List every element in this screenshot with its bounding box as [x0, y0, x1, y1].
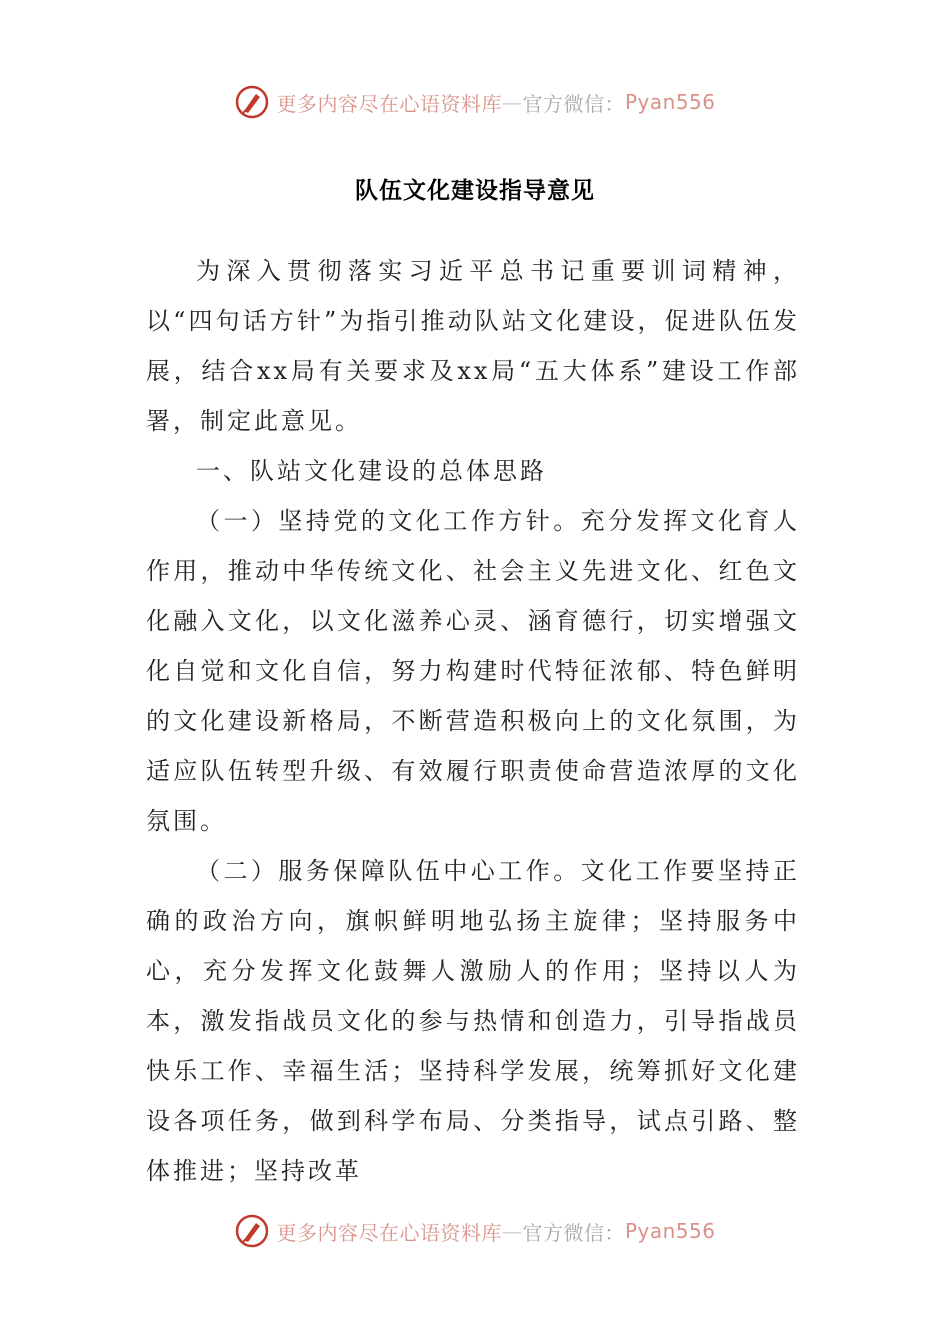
pen-nib-logo-icon: [234, 84, 270, 120]
document-title: 队伍文化建设指导意见: [355, 178, 595, 204]
watermark-separator: —: [501, 1219, 523, 1243]
watermark-wechat-label: 官方微信：: [522, 91, 625, 116]
watermark-text: 更多内容尽在心语资料库: [276, 1220, 502, 1245]
header-watermark: [0, 82, 950, 122]
watermark-separator: —: [501, 90, 523, 114]
document-body: [146, 246, 800, 1196]
pen-nib-logo-icon: [234, 1213, 270, 1249]
footer-watermark: [0, 1211, 950, 1251]
watermark-text: 更多内容尽在心语资料库: [276, 91, 502, 116]
body-paragraph: （一）坚持党的文化工作方针。充分发挥文化育人作用，推动中华传统文化、社会主义先进文化、红色文化融入文化，以文化滋养心灵、涵育德行，切实增强文化自觉和文化自信，努力构建时代特征浓郁、特色鲜明的文化建设新格局，不断营造积极向上的文化氛围，为适应队伍转型升级、有效履行职责使命营造浓厚的文化氛围。: [146, 507, 800, 835]
watermark-wechat-label: 官方微信：: [522, 1220, 625, 1245]
section-heading: 一、队站文化建设的总体思路: [196, 457, 547, 485]
watermark-wechat-id: Pyan556: [624, 1219, 716, 1243]
body-paragraph: （二）服务保障队伍中心工作。文化工作要坚持正确的政治方向，旗帜鲜明地弘扬主旋律；坚持服务中心，充分发挥文化鼓舞人激励人的作用；坚持以人为本，激发指战员文化的参与热情和创造力，引导指战员快乐工作、幸福生活；坚持科学发展，统筹抓好文化建设各项任务，做到科学布局、分类指导，试点引路、整体推进；坚持改革: [146, 857, 800, 1185]
intro-paragraph: 为深入贯彻落实习近平总书记重要训词精神，以“四句话方针”为指引推动队站文化建设，促进队伍发展，结合xx局有关要求及xx局“五大体系”建设工作部署，制定此意见。: [146, 257, 800, 435]
watermark-wechat-id: Pyan556: [624, 90, 716, 114]
